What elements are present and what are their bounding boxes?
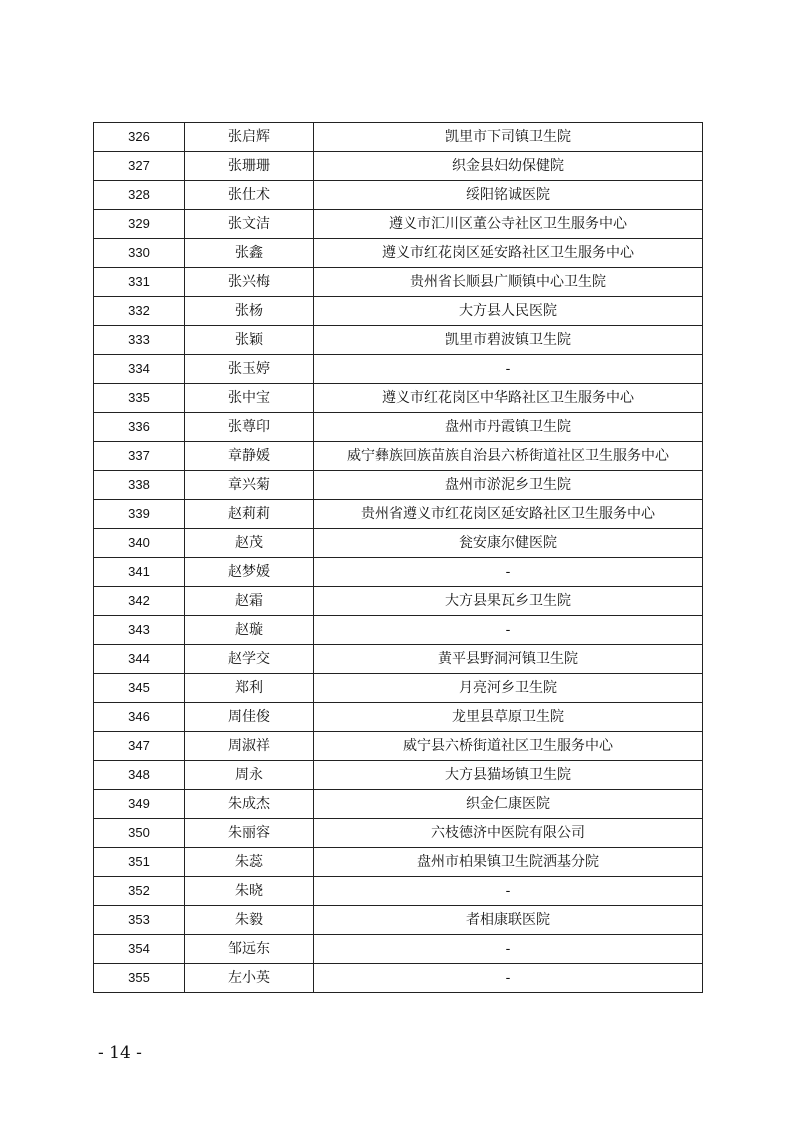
organization-cell: - (314, 616, 703, 645)
table-row (94, 529, 703, 558)
organization-cell: - (314, 935, 703, 964)
table-row (94, 674, 703, 703)
row-number-cell: 337 (94, 442, 185, 471)
organization-cell: 贵州省长顺县广顺镇中心卫生院 (314, 268, 703, 297)
person-name-cell: 赵霜 (185, 587, 314, 616)
person-name-cell: 张仕术 (185, 181, 314, 210)
person-name-cell: 张杨 (185, 297, 314, 326)
row-number-cell: 353 (94, 906, 185, 935)
person-name-cell: 朱晓 (185, 877, 314, 906)
row-number-cell: 348 (94, 761, 185, 790)
organization-cell: 者相康联医院 (314, 906, 703, 935)
table-row (94, 181, 703, 210)
row-number-cell: 351 (94, 848, 185, 877)
table-row (94, 297, 703, 326)
row-number-cell: 326 (94, 123, 185, 152)
organization-cell: 凯里市下司镇卫生院 (314, 123, 703, 152)
organization-cell: 遵义市红花岗区延安路社区卫生服务中心 (314, 239, 703, 268)
organization-cell: 威宁彝族回族苗族自治县六桥街道社区卫生服务中心 (314, 442, 703, 471)
row-number-cell: 341 (94, 558, 185, 587)
row-number-cell: 349 (94, 790, 185, 819)
table-row (94, 384, 703, 413)
table-row (94, 616, 703, 645)
table-row (94, 732, 703, 761)
row-number-cell: 350 (94, 819, 185, 848)
organization-cell: 遵义市红花岗区中华路社区卫生服务中心 (314, 384, 703, 413)
row-number-cell: 338 (94, 471, 185, 500)
person-name-cell: 张珊珊 (185, 152, 314, 181)
table-row (94, 558, 703, 587)
table-row (94, 239, 703, 268)
organization-cell: 织金县妇幼保健院 (314, 152, 703, 181)
row-number-cell: 345 (94, 674, 185, 703)
table-row (94, 355, 703, 384)
row-number-cell: 346 (94, 703, 185, 732)
table-row (94, 587, 703, 616)
page-number: - 14 - (98, 1043, 142, 1063)
row-number-cell: 354 (94, 935, 185, 964)
organization-cell: 织金仁康医院 (314, 790, 703, 819)
row-number-cell: 333 (94, 326, 185, 355)
organization-cell: 龙里县草原卫生院 (314, 703, 703, 732)
person-name-cell: 朱毅 (185, 906, 314, 935)
person-name-cell: 张中宝 (185, 384, 314, 413)
person-name-cell: 左小英 (185, 964, 314, 993)
table-row (94, 152, 703, 181)
table-row (94, 326, 703, 355)
person-name-cell: 张文洁 (185, 210, 314, 239)
table-row (94, 123, 703, 152)
person-name-cell: 郑利 (185, 674, 314, 703)
organization-cell: 瓮安康尔健医院 (314, 529, 703, 558)
organization-cell: 盘州市丹霞镇卫生院 (314, 413, 703, 442)
row-number-cell: 334 (94, 355, 185, 384)
person-name-cell: 张尊印 (185, 413, 314, 442)
table-row (94, 848, 703, 877)
row-number-cell: 327 (94, 152, 185, 181)
organization-cell: 盘州市柏果镇卫生院洒基分院 (314, 848, 703, 877)
row-number-cell: 329 (94, 210, 185, 239)
organization-cell: 贵州省遵义市红花岗区延安路社区卫生服务中心 (314, 500, 703, 529)
table-row (94, 210, 703, 239)
table-row (94, 877, 703, 906)
person-name-cell: 赵莉莉 (185, 500, 314, 529)
row-number-cell: 344 (94, 645, 185, 674)
person-name-cell: 朱丽容 (185, 819, 314, 848)
organization-cell: 大方县人民医院 (314, 297, 703, 326)
organization-cell: 大方县果瓦乡卫生院 (314, 587, 703, 616)
row-number-cell: 328 (94, 181, 185, 210)
organization-cell: 遵义市汇川区董公寺社区卫生服务中心 (314, 210, 703, 239)
row-number-cell: 340 (94, 529, 185, 558)
organization-cell: 黄平县野洞河镇卫生院 (314, 645, 703, 674)
person-name-cell: 张玉婷 (185, 355, 314, 384)
person-name-cell: 周淑祥 (185, 732, 314, 761)
row-number-cell: 347 (94, 732, 185, 761)
row-number-cell: 343 (94, 616, 185, 645)
row-number-cell: 339 (94, 500, 185, 529)
row-number-cell: 336 (94, 413, 185, 442)
organization-cell: 凯里市碧波镇卫生院 (314, 326, 703, 355)
person-name-cell: 赵茂 (185, 529, 314, 558)
roster-table-body (94, 123, 703, 993)
organization-cell: - (314, 877, 703, 906)
person-name-cell: 赵学交 (185, 645, 314, 674)
table-row (94, 413, 703, 442)
organization-cell: 大方县猫场镇卫生院 (314, 761, 703, 790)
organization-cell: 六枝德济中医院有限公司 (314, 819, 703, 848)
person-name-cell: 张颖 (185, 326, 314, 355)
row-number-cell: 332 (94, 297, 185, 326)
person-name-cell: 朱蕊 (185, 848, 314, 877)
person-name-cell: 赵梦媛 (185, 558, 314, 587)
person-name-cell: 章兴菊 (185, 471, 314, 500)
organization-cell: - (314, 964, 703, 993)
table-row (94, 471, 703, 500)
row-number-cell: 352 (94, 877, 185, 906)
table-row (94, 268, 703, 297)
table-row (94, 819, 703, 848)
person-name-cell: 张鑫 (185, 239, 314, 268)
roster-table (93, 122, 703, 993)
row-number-cell: 331 (94, 268, 185, 297)
person-name-cell: 周永 (185, 761, 314, 790)
table-row (94, 703, 703, 732)
person-name-cell: 章静媛 (185, 442, 314, 471)
person-name-cell: 朱成杰 (185, 790, 314, 819)
person-name-cell: 周佳俊 (185, 703, 314, 732)
person-name-cell: 邹远东 (185, 935, 314, 964)
row-number-cell: 342 (94, 587, 185, 616)
organization-cell: 月亮河乡卫生院 (314, 674, 703, 703)
organization-cell: 威宁县六桥街道社区卫生服务中心 (314, 732, 703, 761)
table-row (94, 964, 703, 993)
row-number-cell: 335 (94, 384, 185, 413)
table-row (94, 935, 703, 964)
organization-cell: 绥阳铭诚医院 (314, 181, 703, 210)
table-row (94, 790, 703, 819)
person-name-cell: 张兴梅 (185, 268, 314, 297)
organization-cell: 盘州市淤泥乡卫生院 (314, 471, 703, 500)
row-number-cell: 355 (94, 964, 185, 993)
organization-cell: - (314, 558, 703, 587)
table-row (94, 906, 703, 935)
table-row (94, 442, 703, 471)
table-row (94, 645, 703, 674)
organization-cell: - (314, 355, 703, 384)
table-row (94, 761, 703, 790)
table-row (94, 500, 703, 529)
person-name-cell: 赵璇 (185, 616, 314, 645)
person-name-cell: 张启辉 (185, 123, 314, 152)
row-number-cell: 330 (94, 239, 185, 268)
